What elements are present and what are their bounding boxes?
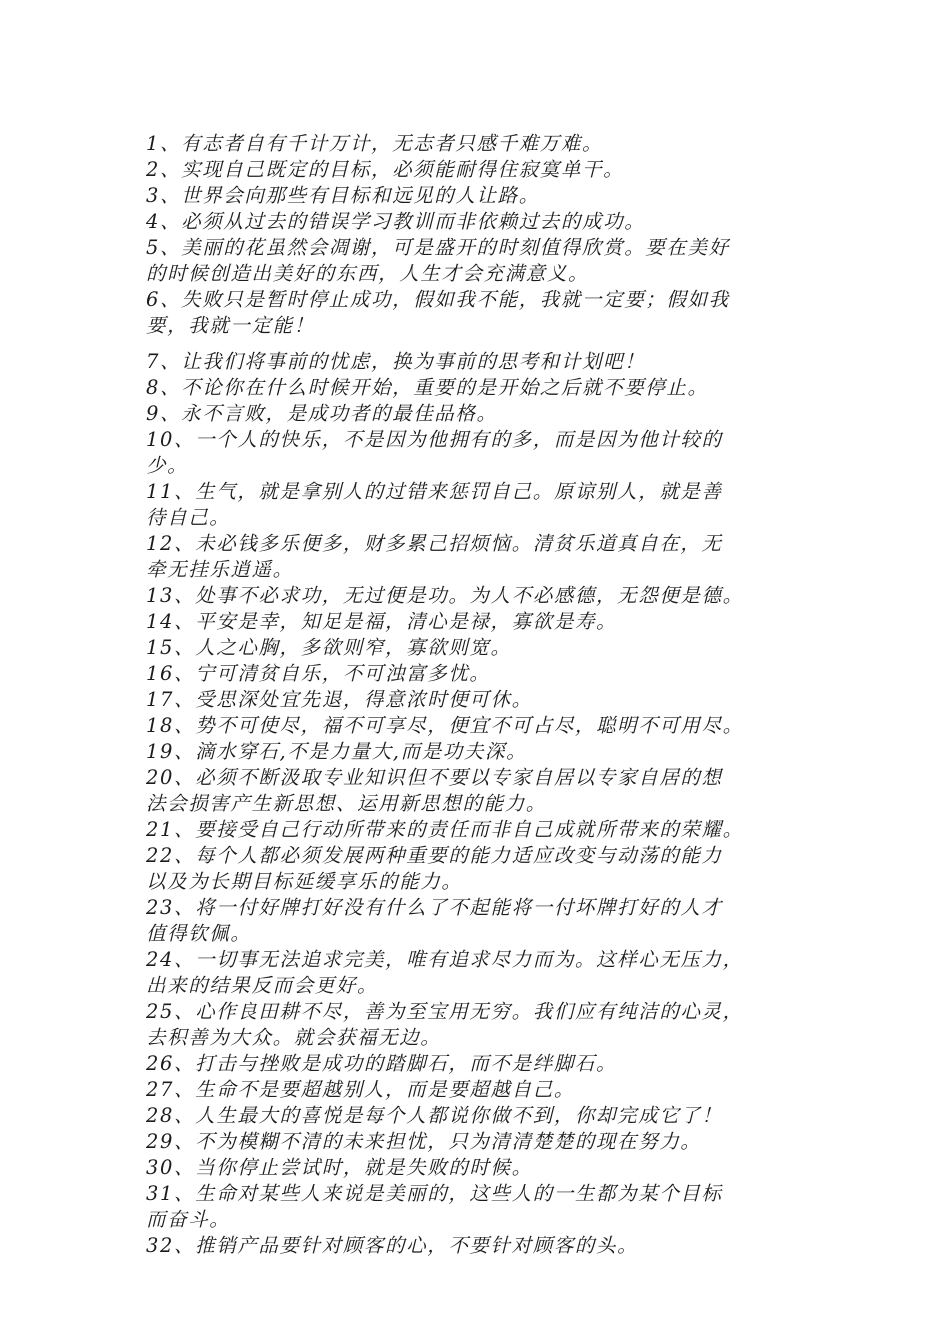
quote-line: 9、永不言败，是成功者的最佳品格。 — [146, 402, 498, 425]
quote-line: 11、生气，就是拿别人的过错来惩罚自己。原谅别人，就是善 — [146, 480, 723, 503]
quote-line: 12、未必钱多乐便多，财多累己招烦恼。清贫乐道真自在，无 — [146, 532, 723, 555]
quote-line: 32、推销产品要针对顾客的心，不要针对顾客的头。 — [146, 1234, 639, 1257]
quote-line: 1、有志者自有千计万计，无志者只感千难万难。 — [146, 132, 604, 155]
quote-line: 17、受思深处宜先退，得意浓时便可休。 — [146, 688, 533, 711]
quote-line: 2、实现自己既定的目标，必须能耐得住寂寞单干。 — [146, 158, 625, 181]
quote-line: 16、宁可清贫自乐，不可浊富多忧。 — [146, 662, 491, 685]
quote-line: 8、不论你在什么时候开始，重要的是开始之后就不要停止。 — [146, 376, 709, 399]
quote-line-continuation: 牵无挂乐逍遥。 — [146, 558, 294, 581]
quote-line-continuation: 待自己。 — [146, 506, 231, 529]
quote-line-continuation: 而奋斗。 — [146, 1208, 231, 1231]
quote-line: 5、美丽的花虽然会凋谢，可是盛开的时刻值得欣赏。要在美好 — [146, 236, 730, 259]
quote-line-continuation: 值得钦佩。 — [146, 922, 252, 945]
quote-line-continuation: 去积善为大众。就会获福无边。 — [146, 1026, 442, 1049]
quote-list — [146, 131, 810, 1259]
quote-line: 27、生命不是要超越别人，而是要超越自己。 — [146, 1078, 575, 1101]
quote-line: 24、一切事无法追求完美，唯有追求尽力而为。这样心无压力， — [146, 948, 744, 971]
quote-line: 23、将一付好牌打好没有什么了不起能将一付坏牌打好的人才 — [146, 896, 723, 919]
quote-line: 26、打击与挫败是成功的踏脚石，而不是绊脚石。 — [146, 1052, 618, 1075]
quote-line: 10、一个人的快乐，不是因为他拥有的多，而是因为他计较的 — [146, 428, 723, 451]
quote-line: 31、生命对某些人来说是美丽的，这些人的一生都为某个目标 — [146, 1182, 723, 1205]
quote-line: 29、不为模糊不清的未来担忧，只为清清楚楚的现在努力。 — [146, 1130, 702, 1153]
quote-line: 25、心作良田耕不尽，善为至宝用无穷。我们应有纯洁的心灵， — [146, 1000, 744, 1023]
quote-line: 6、失败只是暂时停止成功，假如我不能，我就一定要；假如我 — [146, 288, 730, 311]
quote-line: 7、让我们将事前的忧虑，换为事前的思考和计划吧！ — [146, 350, 646, 373]
quote-line-continuation: 的时候创造出美好的东西，人生才会充满意义。 — [146, 262, 590, 285]
quote-line: 28、人生最大的喜悦是每个人都说你做不到，你却完成它了！ — [146, 1104, 723, 1127]
quote-line: 20、必须不断汲取专业知识但不要以专家自居以专家自居的想 — [146, 766, 723, 789]
quote-line: 4、必须从过去的错误学习教训而非依赖过去的成功。 — [146, 210, 646, 233]
quote-line: 14、平安是幸，知足是福，清心是禄，寡欲是寿。 — [146, 610, 618, 633]
quote-line: 30、当你停止尝试时，就是失败的时候。 — [146, 1156, 533, 1179]
quote-line-continuation: 出来的结果反而会更好。 — [146, 974, 379, 997]
quote-line: 22、每个人都必须发展两种重要的能力适应改变与动荡的能力 — [146, 844, 723, 867]
quote-line-continuation: 以及为长期目标延缓享乐的能力。 — [146, 870, 463, 893]
quote-line: 18、势不可使尽，福不可享尽，便宜不可占尽，聪明不可用尽。 — [146, 714, 744, 737]
quote-line-continuation: 少。 — [146, 454, 189, 477]
quote-line: 3、世界会向那些有目标和远见的人让路。 — [146, 184, 540, 207]
quote-line-continuation: 法会损害产生新思想、运用新思想的能力。 — [146, 792, 547, 815]
quote-line-continuation: 要，我就一定能！ — [146, 314, 315, 337]
quote-line: 21、要接受自己行动所带来的责任而非自己成就所带来的荣耀。 — [146, 818, 744, 841]
quote-line: 13、处事不必求功，无过便是功。为人不必感德，无怨便是德。 — [146, 584, 744, 607]
quote-line: 19、滴水穿石,不是力量大,而是功夫深。 — [146, 740, 528, 763]
quote-line: 15、人之心胸，多欲则窄，寡欲则宽。 — [146, 636, 512, 659]
